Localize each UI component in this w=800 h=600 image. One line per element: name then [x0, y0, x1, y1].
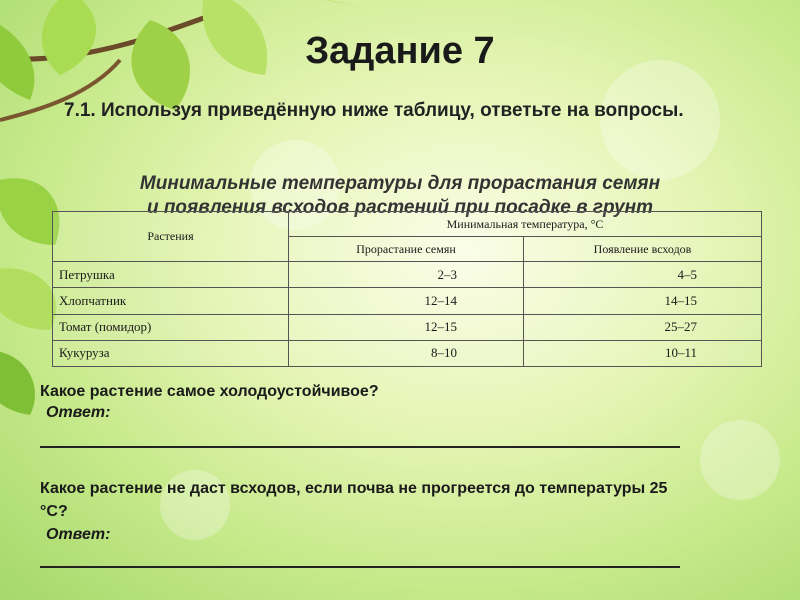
header-min-temperature: Минимальная температура, °С — [289, 212, 762, 237]
table-row — [53, 288, 762, 314]
answer-line-1[interactable] — [40, 446, 680, 448]
slide-title: Задание 7 — [305, 30, 495, 72]
germination-temp: 12–14 — [289, 288, 524, 314]
plant-name: Кукуруза — [53, 340, 289, 366]
table-row — [53, 314, 762, 340]
leaf — [0, 350, 35, 415]
leaf — [0, 268, 56, 330]
sprouting-temp: 4–5 — [524, 262, 762, 288]
caption-line-2: и появления всходов растений при посадке в грунт — [146, 197, 654, 218]
sprouting-temp: 14–15 — [524, 288, 762, 314]
question-1: Какое растение самое холодоустойчивое? — [40, 383, 379, 400]
question-2: Какое растение не даст всходов, если почва не прогреется до температуры 25 °С? — [40, 480, 668, 520]
plant-name: Петрушка — [53, 262, 289, 288]
task-intro: 7.1. Используя приведённую ниже таблицу, ответьте на вопросы. — [64, 100, 684, 121]
caption-line-1: Минимальные температуры для прорастания семян — [139, 173, 661, 194]
plant-name: Томат (помидор) — [53, 314, 289, 340]
table-row — [53, 262, 762, 288]
header-plants: Растения — [53, 212, 289, 262]
table-row — [53, 340, 762, 366]
header-germination: Прорастание семян — [289, 237, 524, 262]
answer-label-1: Ответ: — [46, 404, 111, 421]
germination-temp: 8–10 — [289, 340, 524, 366]
sprouting-temp: 25–27 — [524, 314, 762, 340]
temperature-table — [52, 211, 762, 367]
header-sprouting: Появление всходов — [524, 237, 762, 262]
germination-temp: 12–15 — [289, 314, 524, 340]
germination-temp: 2–3 — [289, 262, 524, 288]
plant-name: Хлопчатник — [53, 288, 289, 314]
answer-line-2[interactable] — [40, 566, 680, 568]
answer-label-2: Ответ: — [46, 526, 111, 543]
sprouting-temp: 10–11 — [524, 340, 762, 366]
